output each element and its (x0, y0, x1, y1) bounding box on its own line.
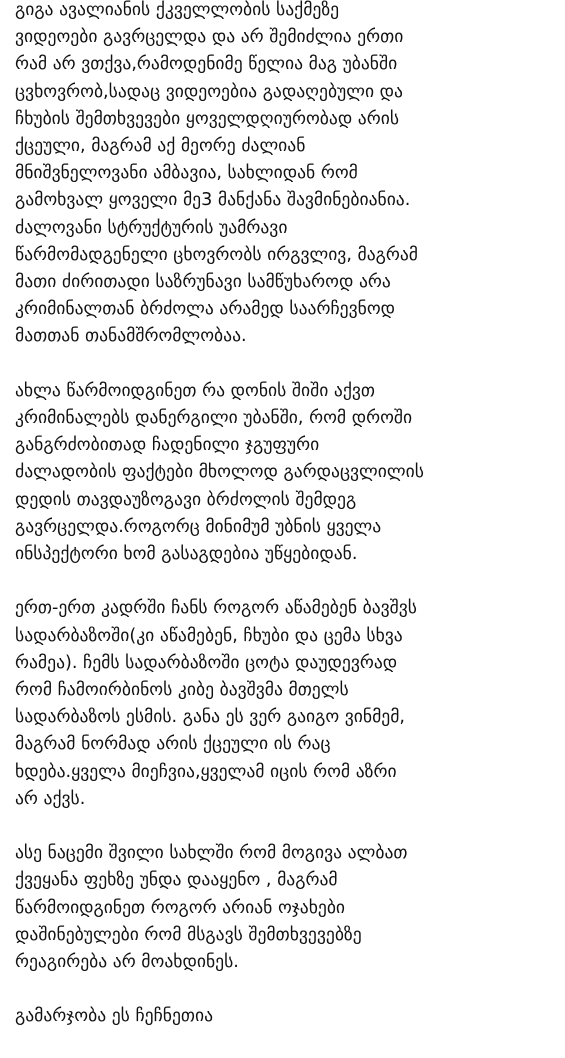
text-line: ძალადობის ფაქტები მხოლოდ გარდაცვლილის (15, 462, 424, 483)
text-line: მნიშვნელოვანი ამბავია, სახლიდან რომ (15, 163, 358, 184)
text-line: ახლა წარმოიდგინეთ რა დონის შიში აქვთ (15, 380, 375, 401)
paragraph-2 (15, 378, 560, 568)
text-line: არ აქვს. (15, 788, 86, 809)
document-body (15, 0, 560, 1058)
text-line: რამეა). ჩემს სადარბაზოში ცოტა დაუდევრად (15, 652, 398, 673)
text-line: ერთ-ერთ კადრში ჩანს როგორ აწამებენ ბავშვს (15, 598, 417, 619)
paragraph-5 (15, 1003, 560, 1030)
text-line: კრიმინალთან ბრძოლა არამედ საარჩევნოდ (15, 299, 396, 320)
text-line: წარმოიდგინეთ როგორ არიან ოჯახები (15, 897, 346, 918)
text-line: მაგრამ ნორმად არის ქცეული ის რაც (15, 734, 331, 755)
text-line: მათთან თანამშრომლობაა. (15, 326, 247, 347)
text-line: წარმომადგენელი ცხოვრობს ირგვლივ, მაგრამ (15, 244, 418, 265)
text-line: მათი ძირითადი საზრუნავი სამწუხაროდ არა (15, 272, 391, 293)
text-line: ჩხუბის შემთხვევები ყოველდღიურობად არის (15, 108, 400, 129)
text-line: რომ ჩამოირბინოს კიბე ბავშვმა მთელს (15, 680, 349, 701)
text-line: დედის თავდაუზოგავი ბრძოლის შემდეგ (15, 489, 357, 510)
paragraph-1 (15, 0, 560, 351)
text-line: გამარჯობა ეს ჩეჩნეთია (15, 1006, 214, 1027)
paragraph-3 (15, 595, 560, 813)
text-line: რამ არ ვთქვა,რამოდენიმე წელია მაგ უბანში (15, 54, 398, 75)
text-line: ქვეყანა ფეხზე უნდა დააყენო , მაგრამ (15, 870, 338, 891)
text-line: ვიდეოები გავრცელდა და არ შემიძლია ერთი (15, 27, 404, 48)
text-line: სადარბაზოში(კი აწამებენ, ჩხუბი და ცემა სხვა (15, 625, 403, 646)
text-line: ხდება.ყველა მიეჩვია,ყველამ იცის რომ აზრი (15, 761, 397, 782)
text-line: კრიმინალებს დანერგილი უბანში, რომ დროში (15, 408, 413, 429)
text-line: ასე ნაცემი შვილი სახლში რომ მოგივა ალბათ (15, 843, 408, 864)
text-line: ინსპექტორი ხომ გასაგდებია უწყებიდან. (15, 544, 358, 565)
text-line: ქცეული, მაგრამ აქ მეორე ძალიან (15, 136, 306, 157)
text-line: გავრცელდა.როგორც მინიმუმ უბნის ყველა (15, 516, 382, 537)
text-line: ძალოვანი სტრუქტურის უამრავი (15, 217, 288, 238)
text-line: რეაგირება არ მოახდინეს. (15, 952, 239, 973)
text-line: სადარბაზოს ესმის. განა ეს ვერ გაიგო ვინმემ, (15, 707, 406, 728)
text-line: გიგა ავალიანის ქკველლობის საქმეზე (15, 0, 340, 20)
text-line: ცვხოვრობ,სადაც ვიდეოებია გადაღებული და (15, 81, 403, 102)
paragraph-4 (15, 840, 560, 976)
text-line: გამოხვალ ყოველი მე3 მანქანა შავმინებიანია. (15, 190, 411, 211)
text-line: დაშინებულები რომ მსგავს შემთხვევებზე (15, 924, 362, 945)
text-line: განგრძობითად ჩადენილი ჯგუფური (15, 435, 320, 456)
